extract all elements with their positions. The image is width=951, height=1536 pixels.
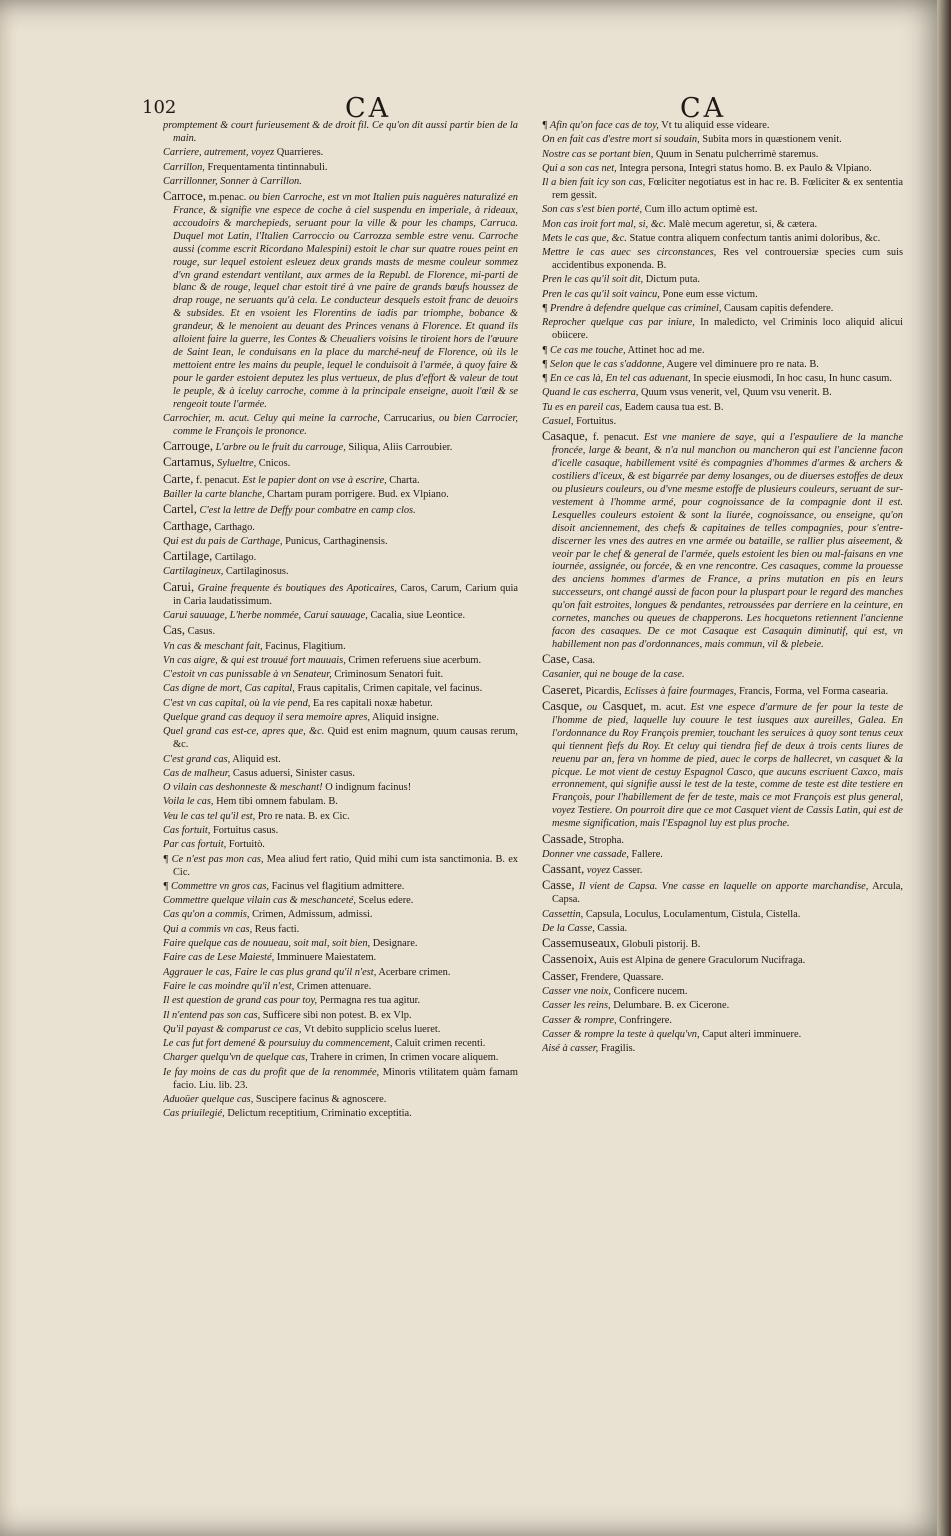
dictionary-entry (542, 149, 903, 162)
entry-french-text: Commettre quelque vilain cas & meschanceté, (163, 895, 356, 907)
dictionary-entry (163, 854, 518, 880)
dictionary-entry (542, 653, 903, 668)
dictionary-entry (163, 147, 518, 160)
entry-latin-text: Cartilago. (212, 552, 257, 564)
entry-french-text: Est vne espece d'armure de fer pour la teste de l'homme de pied, laquelle luy couure le test iusques aux aureilles, Galea. En l'ordonnance du Roy François premier, touchant les seruices à quoy sont tenus ceux qui tiennent fiefs du Roy. Et celuy qui tiendra fief de deux à trois cents liures de reuenu par an, fera vn homme de pied, auec le corps de hallecret, vn casquet & la picque. Le mot vient de cestuy Espagnol Casco, que aucuns escriuent Caxco, mais erronnement, qui signifie aussi le test de la teste, comme de teste est dite testiere en François, pour l'habillement de fer de teste, mais ce mot François est plus general, voyez Testiere. On pourroit dire que ce mot Casquet vient de Cassis Latin, qui est de mesme signification, mais l'Espagnol luy est plus proche. (552, 702, 903, 830)
entry-latin-text: Vt tu aliquid esse videare. (658, 120, 770, 131)
entry-french-text: Voila le cas, (163, 796, 214, 808)
dictionary-entry (542, 909, 903, 922)
entry-french-text: Faire quelque cas de nouueau, soit mal, soit bien, (163, 938, 371, 950)
dictionary-entry (542, 416, 903, 429)
entry-latin-text: Casser. (610, 865, 643, 877)
entry-french-text: Vn cas & meschant fait, (163, 640, 263, 652)
entry-french-text: Cas qu'on a commis, (163, 909, 250, 921)
entry-french-text: Son cas s'est bien porté, (542, 204, 643, 216)
entry-latin-text: Fortuitò. (226, 839, 265, 851)
entry-french-text: Qui a commis vn cas, (163, 923, 253, 935)
entry-latin-text: Aliquid est. (230, 753, 281, 765)
entry-french-text: Casser & rompre, (542, 1014, 617, 1026)
entry-french-text: Qui a son cas net, (542, 162, 617, 174)
entry-latin-text: Fortuitus. (573, 416, 617, 428)
dictionary-entry (163, 669, 518, 682)
entry-french-text: C'estoit vn cas punissable à vn Senateur, (163, 669, 332, 681)
entry-latin-text: Facinus, Flagitium. (262, 640, 346, 652)
entry-french-text: Quel grand cas est-ce, apres que, &c. (163, 726, 325, 738)
entry-french-text: Qu'il payast & comparust ce cas, (163, 1023, 302, 1035)
entry-latin-text: Minoris vtilitatem quàm famam facio. Liu. lib. 23. (173, 1066, 518, 1091)
entry-french-text: ¶ Prendre à defendre quelque cas criminel, (542, 303, 722, 315)
entry-headword: Cartilage, (163, 549, 213, 564)
entry-latin-text: Fragilis. (598, 1043, 636, 1055)
dictionary-entry (163, 825, 518, 838)
entry-latin-text: Quum in Senatu pulcherrimè staremus. (653, 148, 819, 160)
entry-latin-text: Trahere in crimen, In crimen vocare aliquem. (307, 1052, 499, 1064)
entry-latin-text: Frendere, Quassare. (578, 971, 664, 983)
entry-latin-text: m.penac. (206, 192, 247, 204)
dictionary-entry (542, 359, 903, 372)
entry-french-text: Tu es en pareil cas, (542, 401, 623, 413)
entry-latin-text: Dictum puta. (643, 274, 700, 286)
entry-french-text: L'arbre ou le fruit du carrouge, (213, 442, 346, 454)
entry-headword: Cartel, (163, 502, 197, 517)
dictionary-entry (542, 303, 903, 316)
entry-latin-text: Arcula, Capsa. (552, 881, 903, 906)
entry-latin-text: Delictum receptitium, Criminatio exceptitia. (224, 1108, 412, 1120)
entry-french-text: Cas priuilegié, (163, 1108, 225, 1120)
entry-latin-text: Chartam puram porrigere. Bud. ex Vlpiano. (264, 488, 449, 500)
entry-latin-text: In maledicto, vel Criminis loco aliquid alicui obiicere. (552, 317, 903, 342)
entry-latin-text: Subita mors in quæstionem venit. (699, 134, 842, 146)
entry-latin-text: Quid est enim magnum, quum causas rerum, &c. (173, 726, 518, 751)
entry-french-text: Casser les reins, (542, 1000, 611, 1012)
entry-latin-text: Stropha. (586, 834, 624, 846)
entry-latin-text: Auis est Alpina de genere Graculorum Nucifraga. (596, 955, 806, 967)
dictionary-entry (542, 402, 903, 415)
dictionary-entry (542, 700, 903, 831)
entry-french-text: Est vne maniere de saye, qui a l'espauliere de la manche froncée, large & beant, & n'a nul manchon ou mancheron qui est l'ancienne facon d'icelle casaque, habillement vsité és compagnies d'hommes d'armes & archers & costiliers d'iceux, & est bigarrée par demy losanges, ou de diuerses estoffes de deux ou plusieurs couleurs, ou d'vne mesme estoffe de plusieurs couleurs, seruant de sur-vestement à l'homme armé, pour cognoissance de la compagnie dont il est. Lesquelles couleurs estoient & sont la liurée, cognoissance, ou enseigne, qu'on disoit anciennement, des chefs & capitaines de telles compagnies, pour s'entre-discerner les vnes des autres en vne armée ou bataille, se rallier plus aiseement, & veoir par le chef & general de l'armée, quels estoient les bien ou mal-faisans en vne iournée, assignée, ou forcée, & en vne rencontre. Ces casaques, comme la prouesse des anciens hommes d'armes de France, a prins mutation en pis en leurs successeurs, ont changé aussi de facon pour la pluspart pour le regard des manches qu'on fait estroites, longues & pendantes, retroussées par derriere en la ceinture, en cornetes, manches ou queues de chapperons. Les hocquetons retiennent l'ancienne facon des casaques. De ce mot Casaque est Casaquin diminutif, qui est, vn habillement non pas d'ordonnances, mais commun, vil & plebeie. (552, 432, 903, 650)
entry-latin-text: Cum illo actum optimè est. (642, 204, 758, 216)
dictionary-entry (163, 1038, 518, 1051)
entry-french-text: Carrillon, (163, 161, 205, 173)
entry-french-text: Aduoüer quelque cas, (163, 1093, 254, 1105)
dictionary-entry (542, 1029, 903, 1042)
entry-headword: Casque, (542, 699, 583, 714)
entry-latin-text: Crimen, Admissum, admissi. (249, 909, 373, 921)
entry-latin-text: Fortuitus casus. (210, 825, 279, 837)
left-column (163, 120, 518, 1122)
entry-latin-text: Causam capitis defendere. (721, 303, 834, 315)
entry-french-text: Il vient de Capsa. Vne casse en laquelle on apporte marchandise, (574, 881, 869, 893)
entry-latin-text: Ea res capitali noxæ habetur. (310, 697, 433, 709)
entry-headword: Casser, (542, 968, 579, 983)
dictionary-entry (163, 624, 518, 639)
entry-french-text: Pren le cas qu'il soit dit, (542, 274, 644, 286)
entry-latin-text: Hem tibi omnem fabulam. B. (213, 796, 338, 808)
entry-latin-text: Sufficere sibi non potest. B. ex Vlp. (260, 1009, 412, 1021)
entry-latin-text: Charta. (386, 474, 420, 486)
entry-french-text: ¶ Selon que le cas s'addonne, (542, 358, 665, 370)
entry-headword: Carrouge, (163, 439, 214, 454)
entry-french-text: Carriere, autrement, voyez (163, 147, 275, 159)
entry-french-text: De la Casse, (542, 922, 595, 934)
entry-latin-text: Carthago. (211, 521, 255, 533)
dictionary-entry (163, 909, 518, 922)
page-number: 102 (142, 97, 177, 118)
entry-french-text: ou (582, 702, 598, 714)
dictionary-entry (542, 247, 903, 273)
entry-french-text: Aggrauer le cas, Faire le cas plus grand qu'il n'est, (163, 966, 377, 978)
entry-headword: Carte, (163, 471, 194, 486)
entry-french-text: Aisé à casser, (542, 1043, 599, 1055)
page-spine-shadow (937, 0, 951, 1536)
entry-latin-text: Caput alteri imminuere. (699, 1028, 802, 1040)
entry-french-text: Mon cas iroit fort mal, si, &c. (542, 218, 667, 230)
dictionary-entry (542, 204, 903, 217)
entry-headword: Carroce, (163, 189, 207, 204)
dictionary-entry (163, 952, 518, 965)
entry-latin-text: Permagna res tua agitur. (317, 995, 421, 1007)
entry-french-text: Casser vne noix, (542, 986, 611, 998)
entry-latin-text: Cassia. (594, 922, 628, 934)
entry-latin-text: In specie eiusmodi, In hoc casu, In hunc casum. (690, 373, 892, 385)
dictionary-entry (163, 796, 518, 809)
dictionary-entry (542, 953, 903, 968)
dictionary-entry (542, 1043, 903, 1056)
entry-latin-text: Delumbare. B. ex Cicerone. (610, 1000, 730, 1012)
entry-latin-text: Caluit crimen recenti. (392, 1038, 486, 1050)
entry-latin-text: Statue contra aliquem confectum tantis animi doloribus, &c. (626, 232, 881, 244)
entry-latin-text: Casa. (569, 655, 596, 667)
entry-french-text: Il n'entend pas son cas, (163, 1009, 261, 1021)
dictionary-entry (542, 1015, 903, 1028)
entry-french-text: Cas digne de mort, Cas capital, (163, 683, 295, 695)
dictionary-entry (163, 683, 518, 696)
dictionary-entry (163, 811, 518, 824)
entry-french-text: C'est la lettre de Deffy pour combatre en camp clos. (196, 505, 416, 517)
entry-latin-text: Cartilaginosus. (223, 566, 289, 578)
entry-latin-text: Siliqua, Aliis Carroubier. (345, 442, 453, 454)
dictionary-entry (542, 863, 903, 878)
dictionary-entry (542, 684, 903, 699)
dictionary-entry (163, 1010, 518, 1023)
entry-french-text: Ie fay moins de cas du profit que de la renommée, (163, 1066, 380, 1078)
entry-french-text: ¶ Ce cas me touche, (542, 344, 626, 356)
entry-latin-text: Punicus, Carthaginensis. (282, 535, 388, 547)
dictionary-entry (163, 1094, 518, 1107)
entry-french-text: Carui sauuage, L'herbe nommée, Carui sauuage, (163, 609, 368, 621)
entry-french-text: On en fait cas d'estre mort si soudain, (542, 134, 700, 146)
entry-french-text: Cassettin, (542, 908, 584, 920)
entry-french-text: Quand le cas escherra, (542, 387, 639, 399)
entry-headword: Casquet, (597, 699, 647, 714)
entry-french-text: ¶ Ce n'est pas mon cas, (163, 853, 264, 865)
dictionary-entry (542, 923, 903, 936)
entry-latin-text: Crimen attenuare. (294, 980, 372, 992)
entry-french-text: Vn cas aigre, & qui est trouué fort mauuais, (163, 654, 346, 666)
dictionary-entry (542, 317, 903, 343)
dictionary-entry (163, 566, 518, 579)
entry-headword: Cas, (163, 623, 186, 638)
entry-latin-text: Carrucarius, (379, 412, 435, 424)
dictionary-entry (542, 986, 903, 999)
dictionary-entry (163, 520, 518, 535)
dictionary-entry (163, 655, 518, 668)
entry-french-text: O vilain cas deshonneste & meschant! (163, 782, 323, 794)
dictionary-entry (163, 413, 518, 439)
entry-latin-text: Confringere. (616, 1014, 672, 1026)
entry-latin-text: Acerbare crimen. (376, 966, 451, 978)
entry-french-text: Cas de malheur, (163, 767, 231, 779)
entry-latin-text: Facinus vel flagitium admittere. (268, 880, 405, 892)
entry-latin-text: Res vel controuersiæ species cum suis accidentibus exponenda. B. (552, 247, 903, 272)
dictionary-entry (542, 177, 903, 203)
dictionary-entry (163, 1024, 518, 1037)
entry-latin-text: Attinet hoc ad me. (625, 344, 705, 356)
entry-french-text: voyez (584, 865, 611, 877)
dictionary-entry (163, 712, 518, 725)
dictionary-entry (542, 134, 903, 147)
entry-latin-text: Imminuere Maiestatem. (274, 952, 377, 964)
entry-french-text: Cartilagineux, (163, 566, 224, 578)
dictionary-entry (542, 120, 903, 133)
entry-headword: Cartamus, (163, 455, 215, 470)
dictionary-entry (163, 536, 518, 549)
entry-french-text: Pren le cas qu'il soit vaincu, (542, 288, 660, 300)
entry-headword: Cassant, (542, 862, 585, 877)
dictionary-entry (542, 233, 903, 246)
entry-latin-text: Caros, Carum, Carium quia in Caria laudatissimum. (173, 582, 518, 607)
dictionary-entry (163, 489, 518, 502)
entry-latin-text: Globuli pistorij. B. (619, 939, 701, 951)
dictionary-entry (163, 839, 518, 852)
entry-headword: Carui, (163, 579, 195, 594)
entry-french-text: Veu le cas tel qu'il est, (163, 810, 256, 822)
dictionary-entry (542, 373, 903, 386)
dictionary-entry (163, 503, 518, 518)
entry-french-text: Casanier, qui ne bouge de la case. (542, 669, 685, 681)
entry-latin-text: O indignum facinus! (322, 782, 412, 794)
dictionary-entry (163, 1108, 518, 1121)
entry-latin-text: Criminosum Senatori fuit. (331, 669, 444, 681)
entry-french-text: Graine frequente és boutiques des Apoticaires, (194, 582, 397, 594)
dictionary-entry (542, 219, 903, 232)
entry-french-text: Faire cas de Lese Maiesté, (163, 952, 275, 964)
entry-french-text: Reprocher quelque cas par iniure, (542, 317, 695, 329)
entry-french-text: C'est vn cas capital, où la vie pend, (163, 697, 311, 709)
dictionary-entry (163, 967, 518, 980)
entry-headword: Case, (542, 652, 570, 667)
dictionary-entry (163, 440, 518, 455)
dictionary-entry (163, 782, 518, 795)
dictionary-entry (163, 550, 518, 565)
entry-french-text: Sylueltre, (214, 458, 257, 470)
entry-latin-text: Pro re nata. B. ex Cic. (255, 810, 350, 822)
dictionary-entry (542, 274, 903, 287)
entry-latin-text: Casus. (185, 626, 216, 638)
entry-headword: Casse, (542, 878, 575, 893)
entry-french-text: Le cas fut fort demené & poursuiuy du commencement, (163, 1038, 393, 1050)
entry-french-text: ou bien Carrocier, comme le François le prononce. (173, 412, 518, 437)
entry-latin-text: Quum vsus venerit, vel, Quum vsu venerit. B. (638, 387, 832, 399)
entry-latin-text: Fœliciter negotiatus est in hac re. B. Fœliciter & ex sententia rem gessit. (552, 177, 903, 202)
entry-latin-text: Quarrieres. (274, 147, 324, 159)
dictionary-entry (542, 937, 903, 952)
dictionary-entry (542, 345, 903, 358)
entry-french-text: Par cas fortuit, (163, 839, 227, 851)
entry-latin-text: Vt debito supplicio scelus lueret. (301, 1023, 441, 1035)
entry-french-text: Il a bien fait icy son cas, (542, 177, 646, 189)
entry-french-text: Charger quelqu'vn de quelque cas, (163, 1052, 308, 1064)
entry-latin-text: Scelus edere. (355, 895, 414, 907)
dictionary-entry (163, 456, 518, 471)
dictionary-entry (542, 970, 903, 985)
dictionary-entry (542, 387, 903, 400)
entry-headword: Cassemuseaux, (542, 936, 620, 951)
entry-french-text: ¶ Commettre vn gros cas, (163, 880, 269, 892)
entry-latin-text: m. acut. (646, 702, 686, 714)
page-header (0, 93, 951, 123)
entry-latin-text: Integra persona, Integri status homo. B. ex Paulo & Vlpiano. (616, 162, 872, 174)
dictionary-entry (163, 924, 518, 937)
entry-latin-text: Mea aliud fert ratio, Quid mihi cum ista sanctimonia. B. ex Cic. (173, 853, 518, 878)
entry-french-text: Casser & rompre la teste à quelqu'vn, (542, 1028, 700, 1040)
dictionary-entry (163, 995, 518, 1008)
entry-french-text: Nostre cas se portant bien, (542, 148, 654, 160)
dictionary-entry (542, 289, 903, 302)
dictionary-entry (163, 754, 518, 767)
entry-latin-text: Conficere nucem. (610, 986, 688, 998)
entry-latin-text: Pone eum esse victum. (659, 288, 758, 300)
entry-latin-text: Capsula, Loculus, Loculamentum, Cistula, Cistella. (583, 908, 801, 920)
dictionary-entry (163, 1052, 518, 1065)
entry-french-text: promptement & court furieusement & de droit fil. Ce qu'on dit aussi partir bien de la main. (163, 120, 518, 144)
entry-latin-text: Suscipere facinus & agnoscere. (253, 1093, 387, 1105)
entry-latin-text: Fraus capitalis, Crimen capitale, vel facinus. (294, 683, 483, 695)
dictionary-entry (542, 163, 903, 176)
entry-french-text: Mets le cas que, &c. (542, 232, 627, 244)
dictionary-entry (163, 698, 518, 711)
entry-latin-text: Reus facti. (252, 923, 300, 935)
dictionary-entry (163, 726, 518, 752)
dictionary-entry (163, 610, 518, 623)
entry-french-text: Quelque grand cas dequoy il sera memoire apres, (163, 712, 371, 724)
entry-headword: Cassenoix, (542, 952, 597, 967)
dictionary-entry (542, 669, 903, 682)
dictionary-entry (542, 1000, 903, 1013)
entry-french-text: Eclisses à faire fourmages, (621, 685, 737, 697)
entry-french-text: Qui est du pais de Carthage, (163, 535, 283, 547)
entry-french-text: Carrochier, m. acut. Celuy qui meine la carroche, (163, 412, 380, 424)
entry-french-text: Carrillonner, Sonner à Carrillon. (163, 175, 302, 187)
entry-latin-text: Aliquid insigne. (370, 712, 440, 724)
entry-french-text: ou bien Carroche, est vn mot Italien puis naguères naturalizé en France, & signifie vne espece de coche à ciel suspendu en imperiale, à rideaux, accoudoirs & marchepieds, seruant pour la ville & pour les champs, Carruca. Duquel mot Latin, l'Italien Carroccio ou Carrozza semble estre venu. Carroche aussi (comme escrit Ricordano Malespini) estoit le char sur quatre roues peint en rouge, sur lequel estoient esleuez deux grands masts de mesme couleur sommez d'vn grand estendart ventilant, aux armes de la Republ. de Florence, mi-parti de blanc & de rouge, lequel char estoit tiré à vne paire de grands bœufs houssez de drap rouge, ne seruants qu'à cela. Le conducteur desquels estoit franc de deuoirs & subsides. Et en vsoient les Florentins de iadis par triomphe, bobance & grandeur, & le menoient au deuant des Princes venans à Florence. Et quand ils alloient faire la guerre, les Contes & Cheualiers voisins le tiroient hors de l'œuure de Saint Iean, le conduisans en la place du marché-neuf de Florence, où ils le mettoient entre les mains du peuple, lequel le conduisoit à l'armée, à quoy faire & pour le garder estoient deputez les plus vertueux, de plus d'effort & valeur de tout le peuple, & à iceluy carroche, comme à la principale enseigne, auoit l'œil & se rengeoit toute l'armée. (173, 192, 518, 410)
entry-latin-text: Fallere. (628, 848, 663, 860)
entry-latin-text: Cnicos. (256, 458, 291, 470)
entry-latin-text: Malè mecum ageretur, si, & cætera. (666, 218, 818, 230)
entry-french-text: Mettre le cas auec ses circonstances, (542, 247, 717, 259)
entry-french-text: Faire le cas moindre qu'il n'est, (163, 980, 295, 992)
entry-latin-text: Designare. (370, 938, 418, 950)
entry-french-text: Cas fortuit, (163, 825, 211, 837)
dictionary-entry (163, 641, 518, 654)
entry-latin-text: f. penacut. (587, 432, 639, 444)
dictionary-entry (163, 938, 518, 951)
entry-latin-text: Frequentamenta tintinnabuli. (204, 161, 328, 173)
entry-french-text: C'est grand cas, (163, 753, 231, 765)
entry-french-text: ¶ Afin qu'on face cas de toy, (542, 120, 659, 131)
entry-headword: Cassade, (542, 831, 587, 846)
dictionary-entry (163, 1067, 518, 1093)
entry-french-text: ¶ En ce cas là, En tel cas aduenant, (542, 373, 691, 385)
entry-headword: Casaque, (542, 429, 588, 444)
entry-latin-text: Francis, Forma, vel Forma casearia. (736, 685, 889, 697)
dictionary-entry (163, 120, 518, 146)
entry-latin-text: Crimen referuens siue acerbum. (345, 654, 482, 666)
entry-latin-text: Eadem causa tua est. B. (622, 401, 724, 413)
entry-french-text: Il est question de grand cas pour toy, (163, 995, 318, 1007)
dictionary-entry (542, 833, 903, 848)
entry-latin-text: Cacalia, siue Leontice. (367, 609, 466, 621)
dictionary-entry (163, 881, 518, 894)
dictionary-entry (163, 176, 518, 189)
dictionary-entry (163, 981, 518, 994)
dictionary-entry (163, 581, 518, 609)
dictionary-entry (163, 473, 518, 488)
entry-french-text: Bailler la carte blanche, (163, 488, 265, 500)
entry-headword: Carthage, (163, 518, 212, 533)
dictionary-entry (542, 849, 903, 862)
entry-latin-text: Casus aduersi, Sinister casus. (230, 767, 355, 779)
running-head-right: CA (680, 93, 727, 124)
dictionary-entry (163, 768, 518, 781)
entry-french-text: Donner vne cassade, (542, 848, 629, 860)
entry-french-text: Casuel, (542, 416, 574, 428)
entry-french-text: Est le papier dont on vse à escrire, (239, 474, 387, 486)
dictionary-entry (163, 190, 518, 411)
dictionary-entry (542, 879, 903, 907)
running-head-left: CA (345, 93, 392, 124)
dictionary-entry (542, 430, 903, 651)
entry-latin-text: Augere vel diminuere pro re nata. B. (664, 358, 819, 370)
right-column (542, 120, 903, 1058)
dictionary-entry (163, 162, 518, 175)
entry-headword: Caseret, (542, 682, 583, 697)
entry-latin-text: Picardis, (582, 685, 622, 697)
entry-latin-text: f. penacut. (193, 474, 240, 486)
dictionary-entry (163, 895, 518, 908)
